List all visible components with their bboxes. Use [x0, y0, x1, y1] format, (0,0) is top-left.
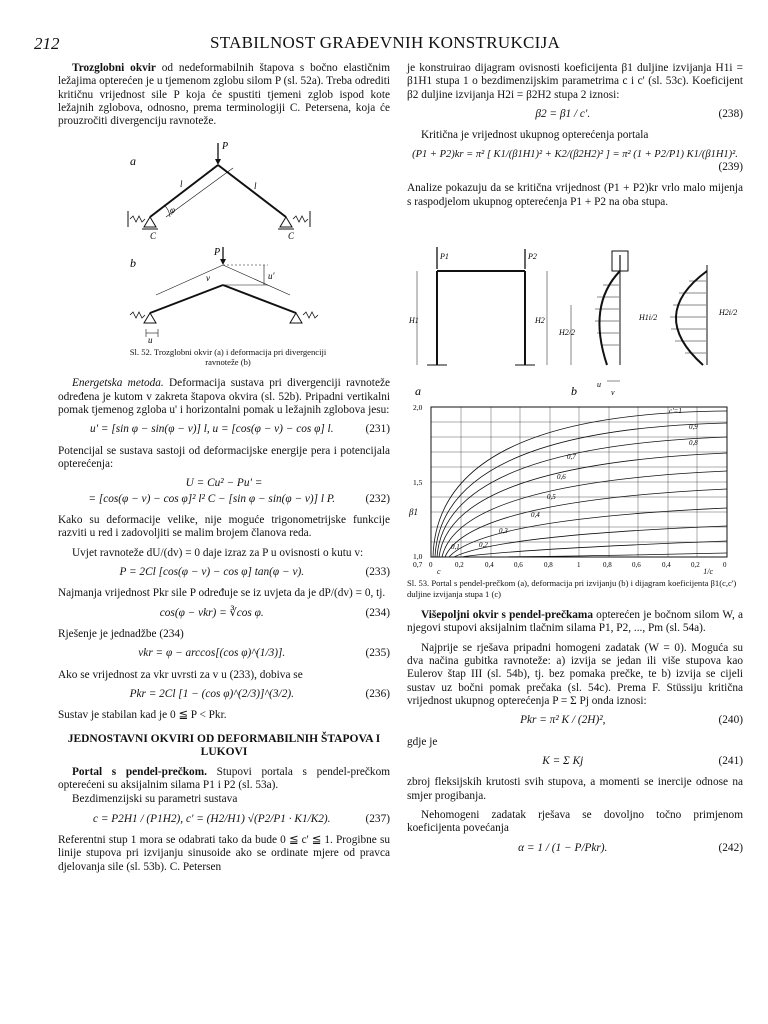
equation-238: β2 = β1 / c'. (238) [535, 107, 743, 120]
paragraph-large-deformations: Kako su deformacije velike, nije moguće trigonometrijske funkcije razviti u red i zadovoljiti se malim brojem članova reda. [58, 513, 390, 540]
svg-text:H1: H1 [409, 316, 419, 325]
svg-text:0,9: 0,9 [689, 423, 698, 431]
svg-text:1,0: 1,0 [413, 552, 423, 561]
svg-text:1,5: 1,5 [413, 478, 423, 487]
svg-text:0,3: 0,3 [499, 527, 508, 535]
svg-text:0,1: 0,1 [451, 543, 460, 551]
svg-text:0,6: 0,6 [632, 561, 641, 569]
equation-233: P = 2Cl [cos(φ − v) − cos φ] tan(φ − v). (233) [119, 565, 390, 578]
svg-text:v: v [206, 272, 210, 283]
svg-text:b: b [571, 384, 577, 398]
svg-text:P2: P2 [528, 252, 537, 261]
paragraph-multispan-frame: Višepoljni okvir s pendel-prečkama opterećen je bočnom silom W, a njegovi stupovi aksijalnim tlačnim silama P1, P2, ..., Pm (sl. 54a). [407, 609, 744, 635]
svg-text:l: l [180, 178, 183, 189]
svg-text:P: P [214, 246, 221, 258]
svg-text:v: v [611, 388, 615, 397]
running-title: STABILNOST GRAĐEVNIH KONSTRUKCIJA [210, 33, 561, 52]
svg-text:b: b [130, 255, 136, 270]
svg-text:0,5: 0,5 [547, 493, 556, 501]
paragraph-energy-method: Energetska metoda. Deformacija sustava pri divergenciji ravnoteže određena je kutom v zakreta štapova okvira (sl. 52b). Pripadni vertikalni pomak tjemenog zgloba u' i horizontalni pomak u ležajnih zglobova jesu: [58, 377, 390, 416]
svg-text:0: 0 [429, 561, 433, 569]
svg-text:a: a [130, 153, 136, 168]
fig53-c-label: c [437, 567, 441, 576]
paragraph-solution: Rješenje je jednadžbe (234) [58, 627, 184, 640]
page-number: 212 [34, 34, 60, 53]
svg-text:β1: β1 [409, 507, 418, 517]
fig53-inverse-c-label: 1/c [703, 567, 713, 576]
svg-text:2,0: 2,0 [413, 403, 423, 412]
svg-text:0,7: 0,7 [413, 560, 423, 569]
left-column [58, 62, 390, 880]
svg-text:0,8: 0,8 [603, 561, 612, 569]
svg-text:l: l [254, 180, 257, 191]
svg-text:u': u' [268, 270, 275, 281]
svg-text:0,8: 0,8 [544, 561, 553, 569]
section-heading: JEDNOSTAVNI OKVIRI OD DEFORMABILNIH ŠTAPOVA I LUKOVI [67, 732, 381, 759]
svg-text:H1i/2: H1i/2 [639, 313, 658, 322]
equation-237: c = P2H1 / (P1H2), c' = (H2/H1) √(P2/P1 · K1/K2). (237) [92, 812, 390, 825]
paragraph-stiffness-sum: zbroj fleksijskih krutosti svih stupova, a momenti se inercije odnose na smjer progibanja. [407, 776, 743, 802]
paragraph-critical-load: Kritična je vrijednost ukupnog opterećenja portala [421, 129, 649, 142]
paragraph-minimum: Najmanja vrijednost Pkr sile P određuje se iz uvjeta da je dP/(dv) = 0, tj. [58, 587, 386, 600]
paragraph-potential: Potencijal se sustava sastoji od deformacijske energije pera i potencijala opterećenja: [58, 444, 390, 470]
paragraph-substitution: Ako se vrijednost za vkr uvrsti za v u (233), dobiva se [58, 668, 303, 681]
equation-241: K = Σ Kj (241) [542, 755, 743, 768]
equation-242: α = 1 / (1 − P/Pkr). (242) [518, 841, 743, 854]
svg-text:0,6: 0,6 [557, 473, 566, 481]
figure-53 [407, 215, 743, 569]
svg-text:C: C [288, 230, 295, 241]
svg-text:0,2: 0,2 [479, 541, 488, 549]
figure-53-caption: Sl. 53. Portal s pendel-prečkom (a), deformacija pri izvijanju (b) i dijagram koeficijenta β1(c,c') duljine izvijanja stupa 1 (c) [407, 578, 737, 599]
equation-232: = [cos(φ − v) − cos φ]² l² C − [sin φ − sin(φ − v)] l P. (232) [88, 492, 390, 505]
paragraph-parameters: Bezdimenzijski su parametri sustava [72, 793, 238, 806]
svg-text:P: P [222, 140, 229, 152]
svg-text:0,2: 0,2 [691, 561, 700, 569]
svg-text:0: 0 [723, 561, 727, 569]
equation-234: cos(φ − vkr) = ∛cos φ. (234) [159, 606, 390, 619]
svg-text:0,8: 0,8 [689, 439, 698, 447]
equation-231: u' = [sin φ − sin(φ − v)] l, u = [cos(φ − v) − cos φ] l. (231) [89, 423, 390, 436]
paragraph-portal: Portal s pendel-prečkom. Stupovi portala s pendel-prečkom opterećeni su aksijalnim silama P1 i P2 (sl. 53a). [58, 765, 390, 791]
figure-52 [58, 135, 390, 345]
equation-232a: U = Cu² − Pu' = [185, 477, 263, 490]
paragraph-inhomogeneous: Nehomogeni zadatak rješava se dovoljno točno primjenom koeficijenta povećanja [407, 809, 743, 835]
svg-text:C: C [150, 230, 157, 241]
svg-text:H2: H2 [535, 316, 545, 325]
figure-52-caption: Sl. 52. Trozglobni okvir (a) i deformacija pri divergenciji ravnoteže (b) [129, 346, 327, 367]
svg-text:H2i/2: H2i/2 [719, 308, 738, 317]
paragraph-where: gdje je [407, 735, 438, 748]
svg-text:H2/2: H2/2 [559, 328, 575, 337]
paragraph-diagram: je konstruirao dijagram ovisnosti koeficijenta β1 duljine izvijanja H1i = β1H1 stupa 1 o bezdimenzijskim parametrima c i c' (sl. 53c). Koeficijent β2 duljine izvijanja H2i = β2H2 stupa 2 iznosi: [407, 62, 743, 101]
svg-text:0,4: 0,4 [485, 561, 494, 569]
svg-text:0,4: 0,4 [662, 561, 671, 569]
svg-text:u: u [597, 380, 601, 389]
svg-text:0,6: 0,6 [514, 561, 523, 569]
equation-235: vkr = φ − arccos[(cos φ)^(1/3)]. (235) [138, 647, 390, 660]
svg-text:P1: P1 [440, 252, 449, 261]
svg-text:c'=1: c'=1 [669, 407, 682, 415]
right-column [407, 62, 743, 863]
equation-239: (P1 + P2)kr = π² [ K1/(β1H1)² + K2/(β2H2)² ] = π² (1 + P2/P1) K1/(β1H1)². [412, 148, 738, 160]
equation-239-number: (239) [718, 161, 743, 174]
svg-text:0,4: 0,4 [531, 511, 540, 519]
paragraph-homogeneous-task: Najprije se rješava pripadni homogeni zadatak (W = 0). Moguća su dva načina gubitka ravnoteže: a) izvija se jedan ili više stupova kao Eulerov štap III (sl. 54b), tj. bez pomaka prečke, te b) izvija se cijeli sustav uz bočni pomak prečaka (sl. 54c). Prema F. Stüssiju kritična vrijednost ukupnog opterećenja P = Σ Pj onda iznosi: [407, 641, 743, 708]
svg-text:φ: φ [170, 204, 175, 215]
paragraph-reference-column: Referentni stup 1 mora se odabrati tako da bude 0 ≦ c' ≦ 1. Progibne su linije stupova pri izvijanju sinusoide ako se ordinate mjere od pravca djelovanja sile (sl. 53b). C. Petersen [58, 833, 390, 873]
paragraph-three-hinged-frame: Trozglobni okvir od nedeformabilnih štapova s bočno elastičnim ležajima opterećen je u tjemenom zglobu silom P (sl. 52a). Treba odrediti kritičnu vrijednost sile P koja će spustiti tjemeni zglob ispod kote ležajnih zglobova, odnosno, prema terminologiji C. Petersena, koja će prouzročiti divergenciju ravnoteže. [58, 62, 390, 128]
paragraph-equilibrium: Uvjet ravnoteže dU/(dv) = 0 daje izraz za P u ovisnosti o kutu v: [72, 546, 364, 559]
paragraph-analysis: Analize pokazuju da se kritična vrijednost (P1 + P2)kr vrlo malo mijenja s raspodjelom ukupnog opterećenja P1 + P2 na oba stupa. [407, 182, 743, 208]
svg-text:0,2: 0,2 [455, 561, 464, 569]
paragraph-stability: Sustav je stabilan kad je 0 ≦ P < Pkr. [58, 709, 227, 722]
equation-240: Pkr = π² K / (2H)², (240) [520, 714, 743, 727]
svg-text:a: a [415, 384, 421, 398]
equation-236: Pkr = 2Cl [1 − (cos φ)^(2/3)]^(3/2). (236) [129, 687, 390, 700]
svg-text:1: 1 [577, 561, 581, 569]
svg-text:0,7: 0,7 [567, 453, 576, 461]
svg-text:u: u [148, 334, 153, 345]
